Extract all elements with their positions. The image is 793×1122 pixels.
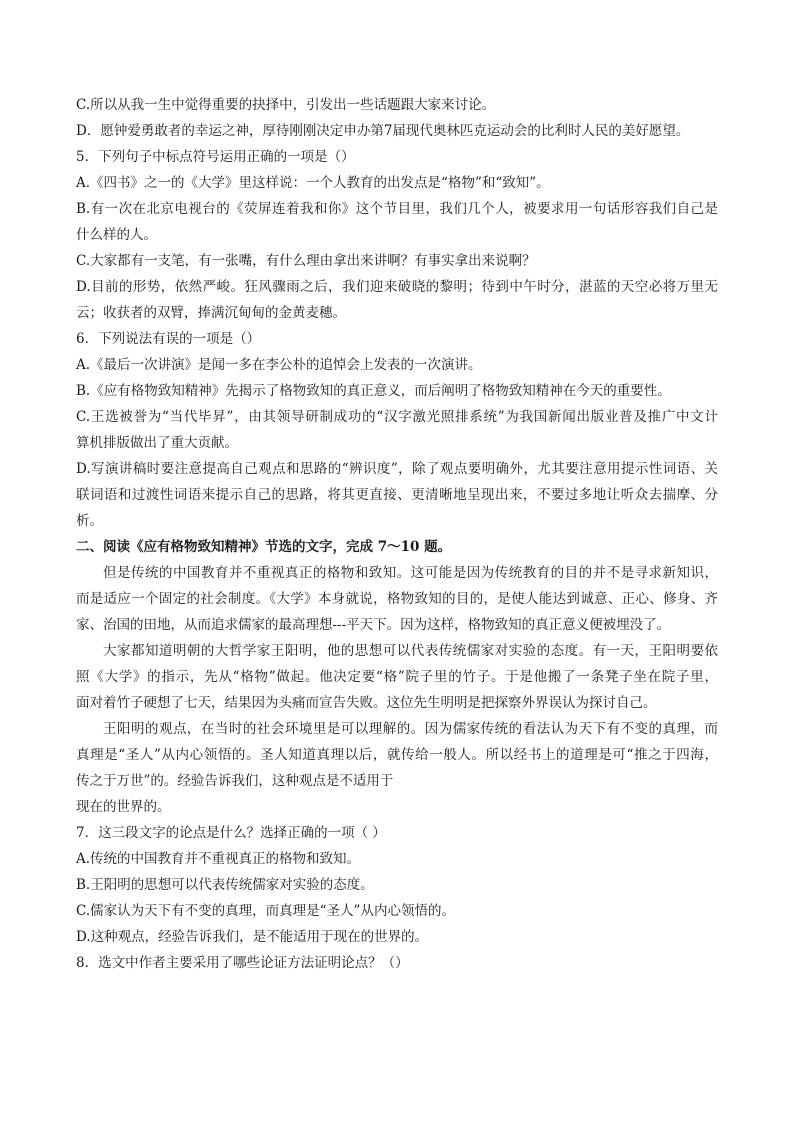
text-line: 传之于万世”的。经验告诉我们，这种观点是不适用于 [76, 773, 394, 789]
text-line: 大家都知道明朝的大哲学家王阳明，他的思想可以代表传统儒家对实验的态度。有一天，王阳明要依 [103, 643, 718, 659]
text-line: 家、治国的田地，从而追求儒家的最高理想---平天下。因为这样，格物致知的真正意义便被埋没了。 [76, 617, 671, 633]
text-line: C.王选被誉为“当代毕昇”，由其领导研制成功的“汉字激光照排系统”为我国新闻出版业普及推广中文计 [76, 409, 718, 425]
text-line: 析。 [76, 513, 103, 529]
text-line: B.有一次在北京电视台的《荧屏连着我和你》这个节目里，我们几个人，被要求用一句话形容我们自己是 [76, 201, 718, 217]
text-line: 面对着竹子硬想了七天，结果因为头痛而宣告失败。这位先生明明是把探察外界误认为探讨自己。 [76, 695, 657, 711]
text-line: D.目前的形势，依然严峻。狂风骤雨之后，我们迎来破晓的黎明；待到中午时分，湛蓝的天空必将万里无 [76, 279, 718, 295]
text-line: 现在的世界的。 [76, 799, 171, 815]
text-line: D.这种观点，经验告诉我们，是不能适用于现在的世界的。 [76, 929, 429, 945]
text-line: 7．这三段文字的论点是什么？选择正确的一项（ ） [76, 825, 386, 841]
section-heading: 二、阅读《应有格物致知精神》节选的文字，完成 7～10 题。 [76, 539, 452, 555]
text-line: 6．下列说法有误的一项是（） [76, 331, 261, 347]
text-line: 而是适应一个固定的社会制度。《大学》本身就说，格物致知的目的，是使人能达到诚意、正心、修身、齐 [76, 591, 718, 607]
text-line: D．愿钟爱勇敢者的幸运之神，厚待刚刚决定申办第7届现代奥林匹克运动会的比利时人民的美好愿望。 [76, 123, 690, 139]
text-line: 照《大学》的指示，先从“格物”做起。他决定要“格”院子里的竹子。于是他搬了一条凳子坐在院子里， [76, 669, 718, 685]
text-line: 王阳明的观点，在当时的社会环境里是可以理解的。因为儒家传统的看法认为天下有不变的真理，而 [103, 721, 718, 737]
text-line: 但是传统的中国教育并不重视真正的格物和致知。这可能是因为传统教育的目的并不是寻求新知识， [103, 565, 718, 581]
text-line: C.儒家认为天下有不变的真理，而真理是“圣人”从内心领悟的。 [76, 903, 455, 919]
text-line: A.《最后一次讲演》是闻一多在李公朴的追悼会上发表的一次演讲。 [76, 357, 482, 373]
text-line: B.王阳明的思想可以代表传统儒家对实验的态度。 [76, 877, 374, 893]
text-line: D.写演讲稿时要注意提高自己观点和思路的“辨识度”，除了观点要明确外，尤其要注意用提示性词语、关 [76, 461, 718, 477]
text-line: C.大家都有一支笔，有一张嘴，有什么理由拿出来讲啊？有事实拿出来说啊？ [76, 253, 536, 269]
text-line: 5．下列句子中标点符号运用正确的一项是（） [76, 149, 355, 165]
document-page [76, 92, 718, 976]
text-line: 什么样的人。 [76, 227, 157, 243]
text-line: A.《四书》之一的《大学》里这样说：一个人教育的出发点是“格物”和“致知”。 [76, 175, 550, 191]
text-line: 联词语和过渡性词语来提示自己的思路，将其更直接、更清晰地呈现出来，不要过多地让听众去揣摩、分 [76, 487, 718, 503]
text-line: 真理是“圣人”从内心领悟的。圣人知道真理以后，就传给一般人。所以经书上的道理是可“推之于四海， [76, 747, 718, 763]
text-line: A.传统的中国教育并不重视真正的格物和致知。 [76, 851, 361, 867]
text-line: B.《应有格物致知精神》先揭示了格物致知的真正意义，而后阐明了格物致知精神在今天的重要性。 [76, 383, 671, 399]
text-line: 云；收获者的双臂，捧满沉甸甸的金黄麦穗。 [76, 305, 346, 321]
text-line: C.所以从我一生中觉得重要的抉择中，引发出一些话题跟大家来讨论。 [76, 97, 496, 113]
text-line: 算机排版做出了重大贡献。 [76, 435, 238, 451]
text-line: 8．选文中作者主要采用了哪些论证方法证明论点？（） [76, 955, 409, 971]
